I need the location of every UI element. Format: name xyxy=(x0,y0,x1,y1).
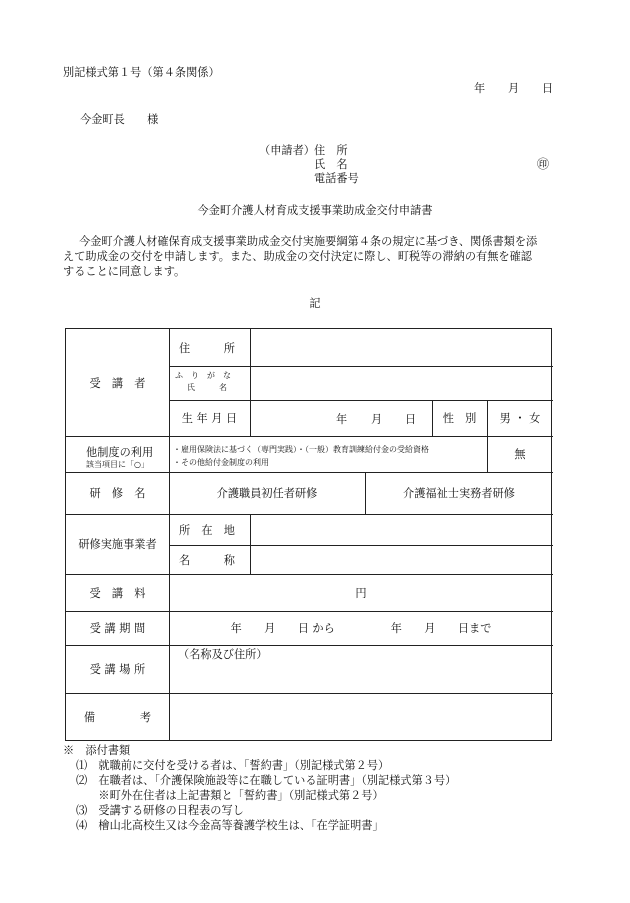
document-title: 今金町介護人材育成支援事業助成金交付申請書 xyxy=(197,204,433,217)
attachment-item: ⑶ 受講する研修の日程表の写し xyxy=(76,804,244,817)
applicant-prefix: （申請者） xyxy=(259,144,315,157)
addressee: 今金町長 様 xyxy=(80,113,159,126)
form-number: 別記様式第１号（第４条関係） xyxy=(63,66,220,79)
date-day-label: 日 xyxy=(542,82,554,95)
body-line-1: 今金町介護人材確保育成支援事業助成金交付実施要綱第４条の規定に基づき、関係書類を添 xyxy=(79,235,538,248)
provider-name-field[interactable] xyxy=(250,545,552,574)
period-label: 受 講 期 間 xyxy=(89,622,146,635)
other-system-label: 他制度の利用 xyxy=(86,446,154,459)
course-label: 研 修 名 xyxy=(89,487,146,500)
seal-mark: ㊞ xyxy=(537,157,550,171)
row-divider xyxy=(66,436,553,437)
applicant-name-label: 氏 名 xyxy=(314,158,348,171)
applicant-address-label: 住 所 xyxy=(314,144,348,157)
other-system-option-employment-insurance[interactable]: ・雇用保険法に基づく（専門実践）・（一般）教育訓練給付金の受給資格 xyxy=(173,445,429,454)
application-table xyxy=(65,328,552,741)
other-system-none[interactable]: 無 xyxy=(514,448,526,461)
venue-label: 受 講 場 所 xyxy=(89,663,146,676)
period-field[interactable]: 年 月 日 から 年 月 日まで xyxy=(230,622,492,635)
provider-location-label: 所 在 地 xyxy=(179,523,235,537)
trainee-address-label: 住 所 xyxy=(179,341,235,355)
fee-unit[interactable]: 円 xyxy=(355,586,367,600)
other-system-note: 該当項目に「○」 xyxy=(86,460,149,469)
sex-label: 性 別 xyxy=(442,412,477,425)
attachment-item: ⑷ 檜山北高校生又は今金高等養護学校生は、「在学証明書」 xyxy=(76,819,384,832)
applicant-phone-label: 電話番号 xyxy=(314,172,359,185)
fee-label: 受 講 料 xyxy=(89,586,146,600)
sex-options[interactable]: 男 ・ 女 xyxy=(499,412,541,425)
venue-hint: （名称及び住所） xyxy=(178,648,268,661)
birth-date-label: 生 年 月 日 xyxy=(181,412,238,425)
birth-month-label: 月 xyxy=(371,413,383,426)
date-month-label: 月 xyxy=(508,82,520,95)
venue-field[interactable] xyxy=(169,663,553,693)
remarks-field[interactable] xyxy=(169,693,553,741)
attachment-item: ⑴ 就職前に交付を受ける者は、「誓約書」（別記様式第２号） xyxy=(76,759,390,772)
ki-mark: 記 xyxy=(309,297,321,310)
attachment-item: ※町外在住者は上記書類と「誓約書」（別記様式第２号） xyxy=(76,789,384,802)
attachments-heading: ※ 添付書類 xyxy=(63,744,131,757)
trainee-label: 受 講 者 xyxy=(89,376,146,390)
body-line-2: えて助成金の交付を申請します。また、助成金の交付決定に際し、町税等の滞納の有無を確認 xyxy=(63,250,532,263)
birth-year-label: 年 xyxy=(336,413,348,426)
birth-day-label: 日 xyxy=(405,413,417,426)
course-option-practitioner[interactable]: 介護福祉士実務者研修 xyxy=(403,487,515,500)
trainee-address-field[interactable] xyxy=(250,329,552,366)
body-line-3: することに同意します。 xyxy=(63,265,186,278)
provider-name-label: 名 称 xyxy=(179,553,235,567)
date-year-label: 年 xyxy=(474,82,486,95)
course-option-initial[interactable]: 介護職員初任者研修 xyxy=(216,487,318,500)
attachment-item: ⑵ 在職者は、「介護保険施設等に在職している証明書」（別記様式第３号） xyxy=(76,774,457,787)
other-system-option-other[interactable]: ・その他給付金制度の利用 xyxy=(173,458,269,467)
provider-label: 研修実施事業者 xyxy=(78,538,157,551)
trainee-name-field[interactable] xyxy=(250,366,552,400)
remarks-label: 備 考 xyxy=(83,711,152,724)
furigana-label: ふ り が な xyxy=(175,371,231,380)
provider-location-field[interactable] xyxy=(250,514,552,545)
trainee-name-label: 氏 名 xyxy=(187,383,227,392)
